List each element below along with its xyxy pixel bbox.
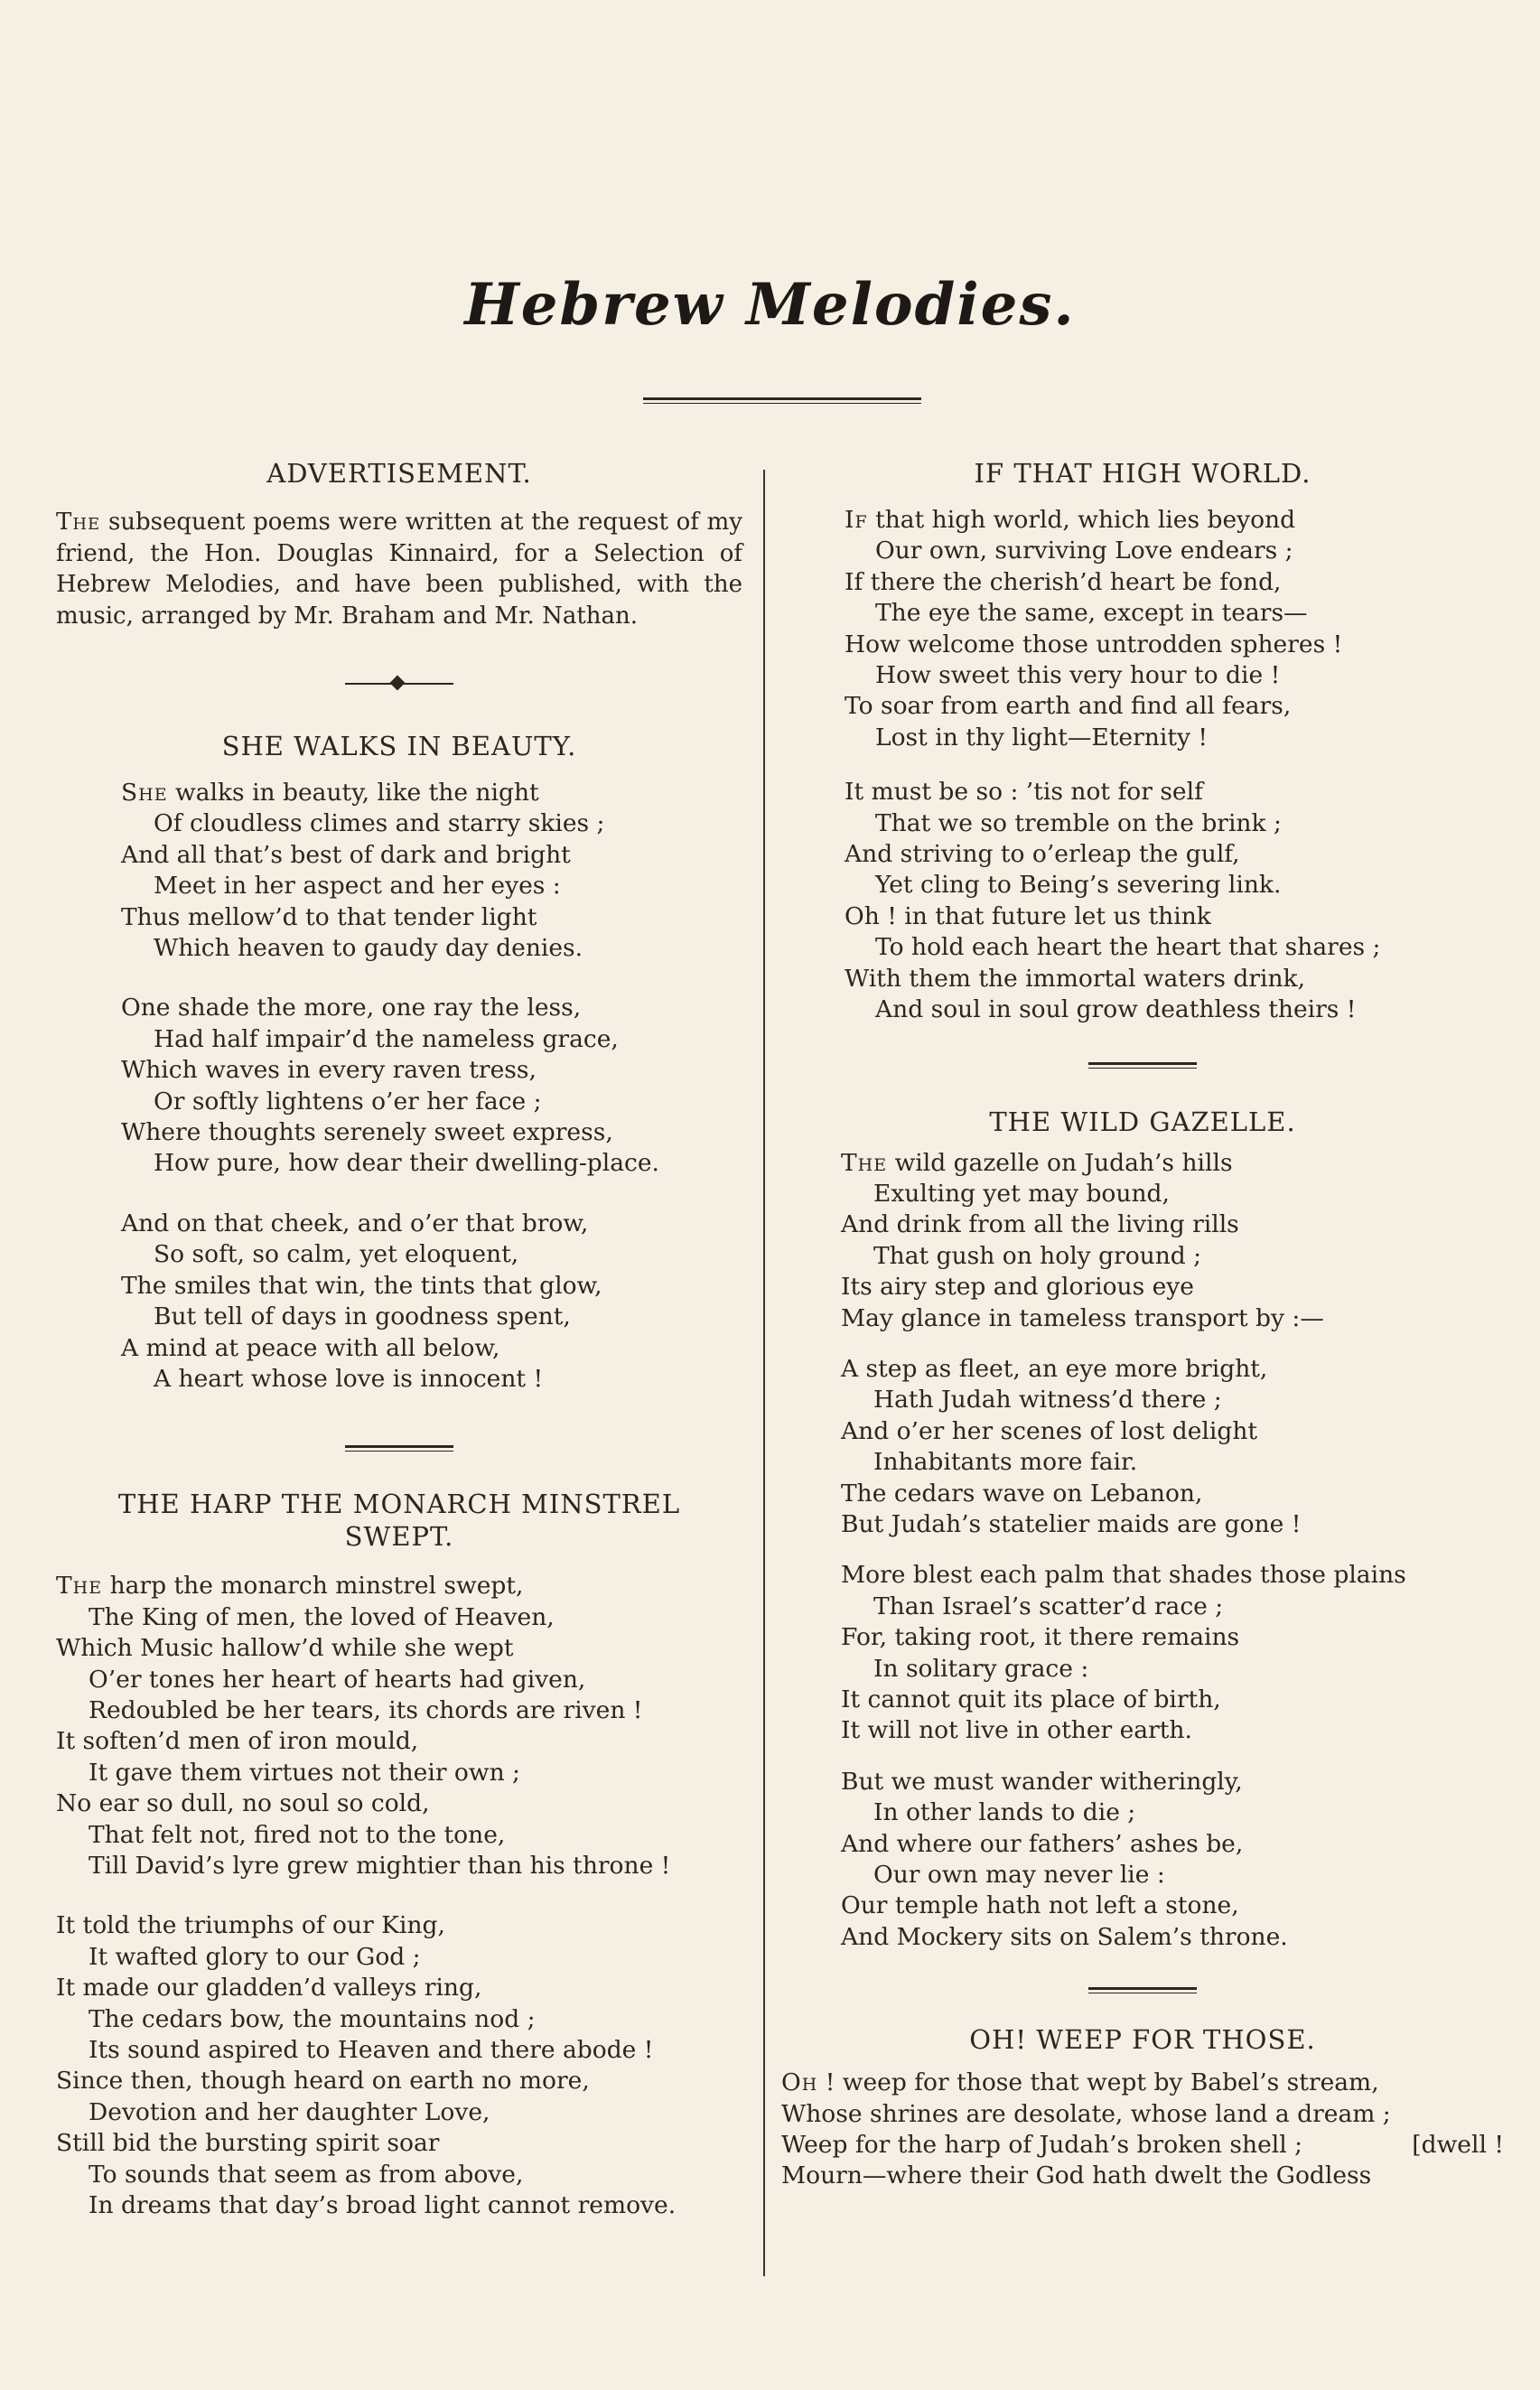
high-world-heading: IF THAT HIGH WORLD. <box>974 458 1311 489</box>
poem-line: How welcome those untrodden spheres ! <box>845 630 1343 658</box>
poem-line: No ear so dull, no soul so cold, <box>56 1789 430 1818</box>
poem-line: In other lands to die ; <box>873 1798 1136 1827</box>
poem-line: To sounds that seem as from above, <box>89 2160 524 2189</box>
poem-line: More blest each palm that shades those plains <box>841 1561 1406 1590</box>
poem-line: A mind at peace with all below, <box>121 1333 500 1362</box>
poem-line: And Mockery sits on Salem’s throne. <box>841 1922 1288 1951</box>
poem-line: Which heaven to gaudy day denies. <box>154 934 583 963</box>
gazelle-first-word: The <box>841 1148 888 1177</box>
poem-line: The cedars wave on Lebanon, <box>841 1479 1203 1508</box>
harp-heading-line-2: SWEPT. <box>344 1521 454 1553</box>
poem-line: The eye the same, except in tears— <box>875 599 1308 628</box>
poem-line: Devotion and her daughter Love, <box>89 2097 490 2126</box>
gazelle-stanza-4 <box>781 1767 1504 1953</box>
poem-line: If there the cherish’d heart be fond, <box>845 567 1282 596</box>
harp-heading <box>56 1488 742 1553</box>
poem-line: Redoubled be her tears, its chords are riven ! <box>89 1695 643 1724</box>
poem-line: Exulting yet may bound, <box>873 1179 1170 1208</box>
poem-line: In solitary grace : <box>873 1654 1089 1683</box>
poem-line: Its airy step and glorious eye <box>841 1273 1194 1302</box>
poem-line: With them the immortal waters drink, <box>845 964 1306 993</box>
poem-line: Whose shrines are desolate, whose land a dream ; <box>781 2099 1391 2128</box>
poem-line: Which Music hallow’d while she wept <box>56 1634 514 1663</box>
poem-line-text: ! weep for those that wept by Babel’s stream, <box>825 2068 1379 2097</box>
poem-line: In dreams that day’s broad light cannot remove. <box>89 2191 677 2220</box>
column-divider <box>763 470 765 2276</box>
poem-line: It wafted glory to our God ; <box>89 1942 421 1971</box>
gazelle-stanza-1 <box>781 1148 1504 1334</box>
poem-line: Lost in thy light—Eternity ! <box>875 723 1209 752</box>
poem-line: It gave them virtues not their own ; <box>89 1758 520 1787</box>
poem-line: Inhabitants more fair. <box>873 1448 1138 1477</box>
harp-stanza-1 <box>56 1571 742 1881</box>
weep-heading: OH! WEEP FOR THOSE. <box>969 2024 1316 2056</box>
poem-line: One shade the more, one ray the less, <box>121 994 582 1022</box>
high-world-stanza-2 <box>781 777 1504 1025</box>
she-walks-stanza-3 <box>56 1209 742 1395</box>
advertisement-body: subsequent poems were written at the request of my friend, the Hon. Douglas Kinnaird, for a Selection of Hebrew Melodies, and have been published, with the music, arranged by Mr. Braham and Mr. Nathan. <box>56 509 742 630</box>
she-walks-stanza-1 <box>56 778 742 964</box>
title-rule <box>643 397 921 400</box>
poem-line: Our own may never lie : <box>873 1861 1165 1890</box>
poem-line: Thus mellow’d to that tender light <box>121 902 537 931</box>
poem-line: It cannot quit its place of birth, <box>841 1685 1221 1713</box>
gazelle-stanza-2 <box>781 1354 1504 1540</box>
poem-line: Oh ! in that future let us think <box>845 901 1211 930</box>
she-walks-heading: SHE WALKS IN BEAUTY. <box>221 731 577 761</box>
poem-line: To soar from earth and find all fears, <box>845 692 1292 721</box>
poem-line: And where our fathers’ ashes be, <box>841 1829 1244 1858</box>
poem-line: Yet cling to Being’s severing link. <box>875 871 1282 900</box>
poem-line-text: that high world, which lies beyond <box>875 506 1296 534</box>
poem-line: How pure, how dear their dwelling-place. <box>154 1149 659 1178</box>
poem-line: Since then, though heard on earth no more, <box>56 2067 590 2096</box>
poem-line-text: wild gazelle on Judah’s hills <box>894 1148 1233 1177</box>
poem-line: It made our gladden’d valleys ring, <box>56 1974 482 2003</box>
poem-line: Our own, surviving Love endears ; <box>875 537 1293 565</box>
poem-line: Still bid the bursting spirit soar <box>56 2129 440 2158</box>
poem-line: So soft, so calm, yet eloquent, <box>154 1240 519 1269</box>
poem-line: Meet in her aspect and her eyes : <box>154 872 561 901</box>
poem-line: It will not live in other earth. <box>841 1716 1192 1745</box>
advertisement-text <box>56 507 742 631</box>
poem-line: To hold each heart the heart that shares ; <box>875 933 1381 962</box>
poem-line: The King of men, the loved of Heaven, <box>89 1602 555 1631</box>
poem-line: And on that cheek, and o’er that brow, <box>121 1209 589 1237</box>
poem-line: That we so tremble on the brink ; <box>875 808 1282 837</box>
harp-first-word: The <box>56 1572 103 1601</box>
poem-line <box>781 505 1504 536</box>
she-walks-first-word: She <box>121 779 168 807</box>
poem-line: Of cloudless climes and starry skies ; <box>154 809 605 838</box>
poem-line: A heart whose love is innocent ! <box>154 1364 544 1393</box>
poem-line: Which waves in every raven tress, <box>121 1056 537 1085</box>
poem-line <box>781 1148 1504 1179</box>
poem-line: But Judah’s statelier maids are gone ! <box>841 1509 1302 1538</box>
poem-line: For, taking root, it there remains <box>841 1623 1240 1652</box>
poem-line: Than Israel’s scatter’d race ; <box>873 1592 1224 1620</box>
gazelle-heading: THE WILD GAZELLE. <box>989 1106 1296 1137</box>
poem-line: Its sound aspired to Heaven and there abode ! <box>89 2036 654 2064</box>
poem-line: It told the triumphs of our King, <box>56 1911 445 1940</box>
poem-line: Till David’s lyre grew mightier than his throne ! <box>89 1851 671 1880</box>
poem-line: It soften’d men of iron mould, <box>56 1727 419 1756</box>
right-column <box>781 456 1504 2192</box>
poem-line <box>781 2130 1504 2161</box>
poem-line: Had half impair’d the nameless grace, <box>154 1024 619 1053</box>
poem-line-tail: [dwell ! <box>1412 2131 1504 2160</box>
left-column <box>56 456 742 2221</box>
poem-line: Hath Judah witness’d there ; <box>873 1386 1222 1414</box>
harp-stanza-2 <box>56 1910 742 2221</box>
poem-line: May glance in tameless transport by :— <box>841 1303 1324 1332</box>
poem-line <box>781 2068 1504 2098</box>
she-walks-stanza-2 <box>56 993 742 1179</box>
poem-line-text: walks in beauty, like the night <box>175 779 539 807</box>
poem-line: A step as fleet, an eye more bright, <box>841 1354 1268 1383</box>
poem-line: Where thoughts serenely sweet express, <box>121 1118 613 1147</box>
poem-line-text: harp the monarch minstrel swept, <box>109 1572 524 1601</box>
poem-line: The smiles that win, the tints that glow, <box>121 1271 602 1300</box>
ornament-divider <box>345 675 453 693</box>
poem-line: Or softly lightens o’er her face ; <box>154 1087 542 1116</box>
poem-line: How sweet this very hour to die ! <box>875 661 1281 690</box>
poem-line: And o’er her scenes of lost delight <box>841 1416 1258 1445</box>
poem-line: The cedars bow, the mountains nod ; <box>89 2004 536 2033</box>
poem-line: And soul in soul grow deathless theirs ! <box>875 995 1357 1024</box>
poem-line: And drink from all the living rills <box>841 1210 1239 1239</box>
poem-line-text: Weep for the harp of Judah’s broken shell ; <box>781 2131 1303 2160</box>
page-title: Hebrew Melodies. <box>464 271 1076 339</box>
gazelle-stanza-3 <box>781 1560 1504 1746</box>
harp-heading-line-1: THE HARP THE MONARCH MINSTREL <box>117 1489 681 1520</box>
poem-line: Our temple hath not left a stone, <box>841 1891 1239 1920</box>
advertisement-first-word: The <box>56 509 101 536</box>
poem-line: That gush on holy ground ; <box>873 1241 1202 1270</box>
weep-stanza-1 <box>781 2068 1504 2192</box>
poem-line: O’er tones her heart of hearts had given, <box>89 1665 586 1694</box>
poem-line: And all that’s best of dark and bright <box>121 840 571 869</box>
high-world-stanza-1 <box>781 505 1504 753</box>
poem-line: And striving to o’erleap the gulf, <box>845 840 1240 869</box>
weep-first-word: Oh <box>781 2068 818 2097</box>
poem-line: That felt not, fired not to the tone, <box>89 1820 506 1849</box>
poem-line: It must be so : ’tis not for self <box>845 778 1203 807</box>
advertisement-heading: ADVERTISEMENT. <box>266 458 532 489</box>
poem-line: Mourn—where their God hath dwelt the Godless <box>781 2161 1372 2190</box>
poem-line <box>56 1571 742 1601</box>
poem-line: But we must wander witheringly, <box>841 1767 1243 1796</box>
poem-line: But tell of days in goodness spent, <box>154 1302 571 1331</box>
poem-line <box>56 778 742 808</box>
high-world-first-word: If <box>845 506 868 534</box>
